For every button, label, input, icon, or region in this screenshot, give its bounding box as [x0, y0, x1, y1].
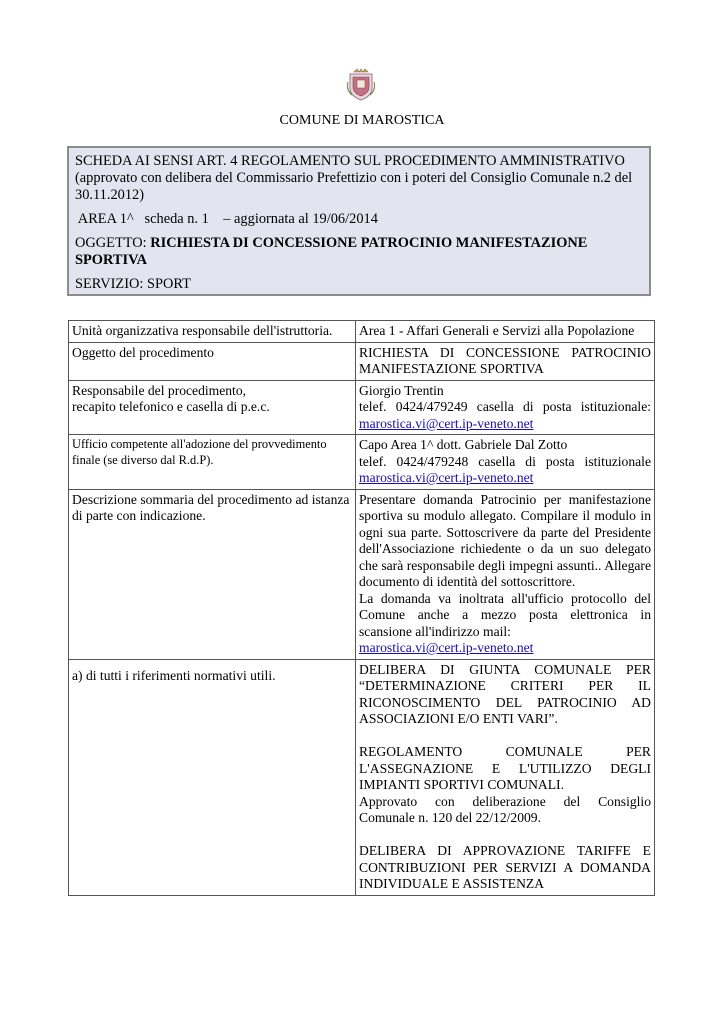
reference-delibera-tariffe: DELIBERA DI APPROVAZIONE TARIFFE E CONTRIBUZIONI PER SERVIZI A DOMANDA INDIVIDUALE E ASSISTENZA — [359, 843, 651, 891]
procedure-table — [68, 320, 655, 896]
office-head-name: Capo Area 1^ dott. Gabriele Dal Zotto — [359, 437, 568, 452]
area-line: AREA 1^ scheda n. 1 – aggiornata al 19/06/2014 — [75, 211, 378, 227]
reference-delibera-criteri: DELIBERA DI GIUNTA COMUNALE PER “DETERMINAZIONE CRITERI PER IL RICONOSCIMENTO DEL PATROCINIO AD ASSOCIAZIONI E/O ENTI VARI”. — [359, 661, 651, 726]
responsible-label — [69, 380, 356, 435]
unit-value: Area 1 - Affari Generali e Servizi alla Popolazione — [356, 321, 655, 343]
office-phone: telef. 0424/479248 casella di posta istituzionale — [359, 453, 651, 469]
table-row — [69, 489, 655, 659]
servizio-line: SERVIZIO: SPORT — [75, 276, 191, 292]
subject-label: Oggetto del procedimento — [69, 342, 356, 380]
competent-office-label: Ufficio competente all'adozione del provvedimento finale (se diverso dal R.d.P). — [69, 435, 356, 490]
oggetto-label: OGGETTO: — [75, 235, 151, 251]
reference-approvazione: Approvato con deliberazione del Consiglio Comunale n. 120 del 22/12/2009. — [359, 793, 651, 825]
procedure-header-box — [67, 146, 651, 296]
unit-label: Unità organizzativa responsabile dell'istruttoria. — [69, 321, 356, 343]
responsible-label-line1: Responsabile del procedimento, — [72, 382, 247, 398]
table-row — [69, 321, 655, 343]
submission-text: La domanda va inoltrata all'ufficio protocollo del Comune anche a mezzo posta elettronica in scansione all'indirizzo mail: — [359, 590, 651, 639]
responsible-value — [356, 380, 655, 435]
submission-email-link[interactable]: marostica.vi@cert.ip-veneto.net — [359, 640, 534, 655]
table-row — [69, 380, 655, 435]
table-row — [69, 342, 655, 380]
oggetto-value: RICHIESTA DI CONCESSIONE PATROCINIO MANIFESTAZIONE SPORTIVA — [75, 235, 588, 268]
table-row — [69, 659, 655, 895]
municipality-title: COMUNE DI MAROSTICA — [279, 113, 445, 128]
description-value — [356, 489, 655, 659]
coat-of-arms-icon — [346, 68, 376, 101]
competent-office-value — [356, 435, 655, 490]
responsible-name: Giorgio Trentin — [359, 382, 444, 398]
responsible-label-line2: recapito telefonico e casella di p.e.c. — [72, 399, 270, 414]
scheda-description: SCHEDA AI SENSI ART. 4 REGOLAMENTO SUL PROCEDIMENTO AMMINISTRATIVO (approvato con delibera del Commissario Prefettizio con i poteri del Consiglio Comunale n.2 del 30.11.2012) — [75, 153, 633, 203]
office-pec-link[interactable]: marostica.vi@cert.ip-veneto.net — [359, 470, 534, 485]
table-row — [69, 435, 655, 490]
subject-value: RICHIESTA DI CONCESSIONE PATROCINIO MANIFESTAZIONE SPORTIVA — [356, 342, 655, 380]
references-value — [356, 659, 655, 895]
oggetto-line — [75, 235, 643, 269]
references-label: a) di tutti i riferimenti normativi utili. — [69, 659, 356, 895]
responsible-phone: telef. 0424/479249 casella di posta istituzionale: — [359, 399, 651, 414]
responsible-pec-link[interactable]: marostica.vi@cert.ip-veneto.net — [359, 415, 534, 431]
reference-regolamento: REGOLAMENTO COMUNALE PER L'ASSEGNAZIONE E L'UTILIZZO DEGLI IMPIANTI SPORTIVI COMUNALI. — [359, 744, 651, 792]
description-label: Descrizione sommaria del procedimento ad istanza di parte con indicazione. — [69, 489, 356, 659]
description-text: Presentare domanda Patrocinio per manifestazione sportiva su modulo allegato. Compilare il modulo in ogni sua parte. Sottoscrivere da parte del Presidente dell'Associazione richiedente o da un suo delegato che sarà responsabile degli impegni assunti.. Allegare documento di identità del sottoscrittore. — [359, 491, 651, 589]
